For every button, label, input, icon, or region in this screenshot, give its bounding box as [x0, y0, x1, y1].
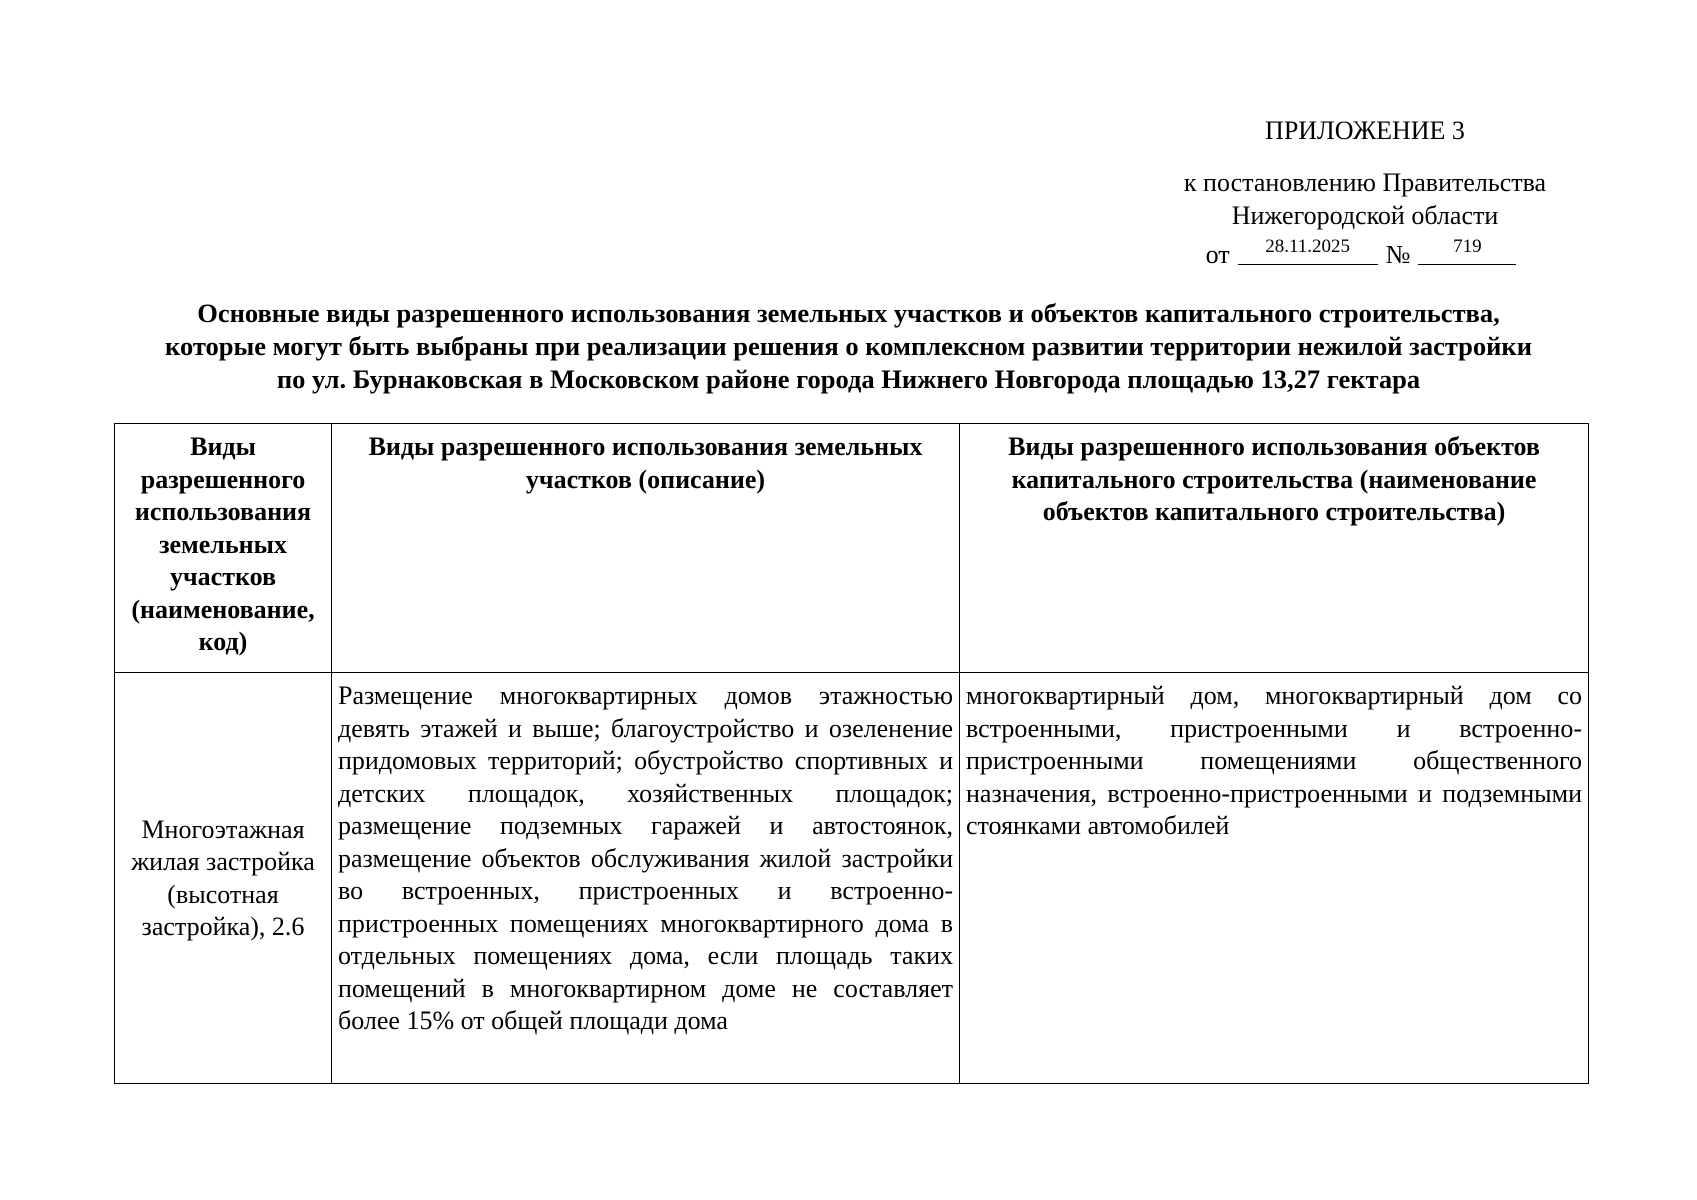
date-prefix: от	[1205, 240, 1230, 269]
use-type-description-cell: Размещение многоквартирных домов этажностью девять этажей и выше; благоустройство и озеленение придомовых территорий; обустройство спортивных и детских площадок, хозяйственных площадок; размещение подземных гаражей и автостоянок, размещение объектов обслуживания жилой застройки во встроенных, пристроенных и встроенно-пристроенных помещениях многоквартирного дома в отдельных помещениях дома, если площадь таких помещений в многоквартирном доме не составляет более 15% от общей площади дома	[332, 673, 960, 1084]
header-objects: Виды разрешенного использования объектов капитального строительства (наименование объектов капитального строительства)	[960, 424, 1589, 673]
table-header-row	[115, 424, 1589, 673]
date-field	[1238, 236, 1378, 265]
resolution-reference	[1160, 166, 1570, 270]
title-line-2: которые могут быть выбраны при реализации решения о комплексном развитии территории нежилой застройки	[165, 331, 1532, 361]
land-use-table	[114, 423, 1589, 1084]
number-prefix: №	[1385, 240, 1411, 269]
title-line-1: Основные виды разрешенного использования земельных участков и объектов капитального строительства,	[197, 298, 1500, 328]
resolution-line-1: к постановлению Правительства	[1183, 168, 1547, 197]
use-type-objects-cell: многоквартирный дом, многоквартирный дом со встроенными, пристроенными и встроенно-пристроенными помещениями общественного назначения, встроенно-пристроенными и подземными стоянками автомобилей	[960, 673, 1589, 1084]
header-description: Виды разрешенного использования земельных участков (описание)	[332, 424, 960, 673]
appendix-label: ПРИЛОЖЕНИЕ 3	[1265, 116, 1465, 145]
title-line-3: по ул. Бурнаковская в Московском районе города Нижнего Новгорода площадью 13,27 гектара	[276, 364, 1421, 394]
document-title	[100, 297, 1597, 396]
resolution-date-number	[1160, 234, 1570, 270]
date-value: 28.11.2025	[1265, 236, 1350, 257]
resolution-line-2: Нижегородской области	[1231, 201, 1499, 230]
number-value: 719	[1453, 236, 1482, 257]
number-field	[1418, 236, 1516, 265]
use-type-name-cell: Многоэтажная жилая застройка (высотная застройка), 2.6	[115, 673, 332, 1084]
header-name-code: Виды разрешенного использования земельных участков (наименование, код)	[115, 424, 332, 673]
table-row	[115, 673, 1589, 1084]
